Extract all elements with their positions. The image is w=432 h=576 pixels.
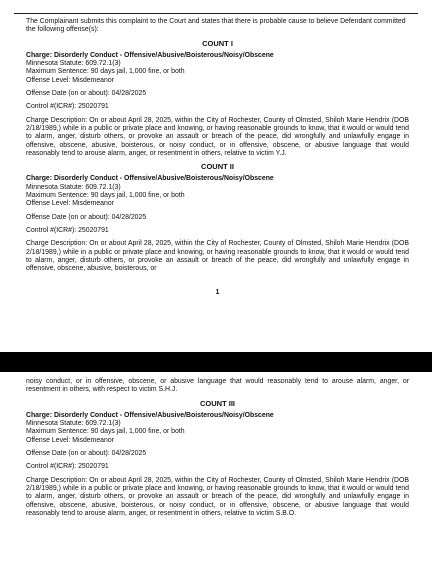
page-2-content — [26, 378, 409, 518]
count-3-section — [26, 400, 409, 519]
count-heading: COUNT III — [200, 398, 235, 408]
count-heading: COUNT II — [201, 162, 234, 172]
count-1-section — [26, 40, 409, 159]
page-number: 1 — [215, 289, 220, 297]
continuation-text: noisy conduct, or in offensive, obscene, or abusive language that would reasonably tend to arouse alarm, anger, or resentment in others, with respect to victim S.H.J. — [26, 378, 409, 394]
charge-title: Charge: Disorderly Conduct - Offensive/Abusive/Boisterous/Noisy/Obscene — [26, 51, 274, 59]
control-number: Control #(ICR#): 25020791 — [26, 103, 109, 111]
charge-description: Charge Description: On or about April 28, 2025, within the City of Rochester, County of Olmsted, Shiloh Marie Hendrix (DOB 2/18/1989,) while in a public or private place and knowing, or having reasonable grounds to know, that it would or would tend to alarm, anger, disturb others, or provoke an assault or breach of the peace, did wrongfully and unlawfully engage in offensive, obscene, abusive, boisterous, or noisy conduct, or in offensive, obscene, or abusive language that would reasonably tend to arouse alarm, anger, or resentment in others, relative to victim Y.J. — [26, 116, 409, 157]
page-1-content — [26, 18, 409, 298]
offense-level: Offense Level: Misdemeanor — [26, 436, 114, 444]
count-heading: COUNT I — [202, 38, 233, 48]
header-fragment — [34, 0, 68, 1]
control-number: Control #(ICR#): 25020791 — [26, 226, 109, 234]
intro-paragraph: The Complainant submits this complaint to the Court and states that there is probable cause to believe Defendant committed the following offense(s): — [26, 18, 406, 34]
offense-date: Offense Date (on or about): 04/28/2025 — [26, 213, 147, 221]
page-break-band — [0, 352, 432, 372]
offense-level: Offense Level: Misdemeanor — [26, 76, 114, 84]
control-number: Control #(ICR#): 25020791 — [26, 463, 109, 471]
charge-title: Charge: Disorderly Conduct - Offensive/Abusive/Boisterous/Noisy/Obscene — [26, 411, 274, 419]
charge-description: Charge Description: On or about April 28, 2025, within the City of Rochester, County of Olmsted, Shiloh Marie Hendrix (DOB 2/18/1989,) while in a public or private place and knowing, or having reasonable grounds to know, that it would or would tend to alarm, anger, disturb others, or provoke an assault or breach of the peace, did wrongfully and unlawfully engage in offensive, obscene, abusive, boisterous, or noisy conduct, or in offensive, obscene, or abusive language that would reasonably tend to arouse alarm, anger, or resentment in others, relative to victim S.B.O. — [26, 476, 409, 517]
offense-date: Offense Date (on or about): 04/28/2025 — [26, 90, 147, 98]
charge-title: Charge: Disorderly Conduct - Offensive/Abusive/Boisterous/Noisy/Obscene — [26, 175, 274, 183]
statute: Minnesota Statute: 609.72.1(3) — [26, 60, 121, 68]
max-sentence: Maximum Sentence: 90 days jail, 1,000 fine, or both — [26, 428, 185, 436]
statute: Minnesota Statute: 609.72.1(3) — [26, 420, 121, 428]
document-page-2 — [0, 372, 432, 576]
count-2-section — [26, 163, 409, 273]
offense-level: Offense Level: Misdemeanor — [26, 200, 114, 208]
header-rule — [14, 13, 418, 14]
charge-description: Charge Description: On or about April 28, 2025, within the City of Rochester, County of Olmsted, Shiloh Marie Hendrix (DOB 2/18/1989,) while in a public or private place and knowing, or having reasonable grounds to know, that it would or would tend to alarm, anger, disturb others, or provoke an assault or breach of the peace, did wrongfully and unlawfully engage in offensive, obscene, abusive, boisterous, or — [26, 240, 409, 273]
max-sentence: Maximum Sentence: 90 days jail, 1,000 fine, or both — [26, 192, 185, 200]
max-sentence: Maximum Sentence: 90 days jail, 1,000 fine, or both — [26, 68, 185, 76]
offense-date: Offense Date (on or about): 04/28/2025 — [26, 450, 147, 458]
statute: Minnesota Statute: 609.72.1(3) — [26, 183, 121, 191]
